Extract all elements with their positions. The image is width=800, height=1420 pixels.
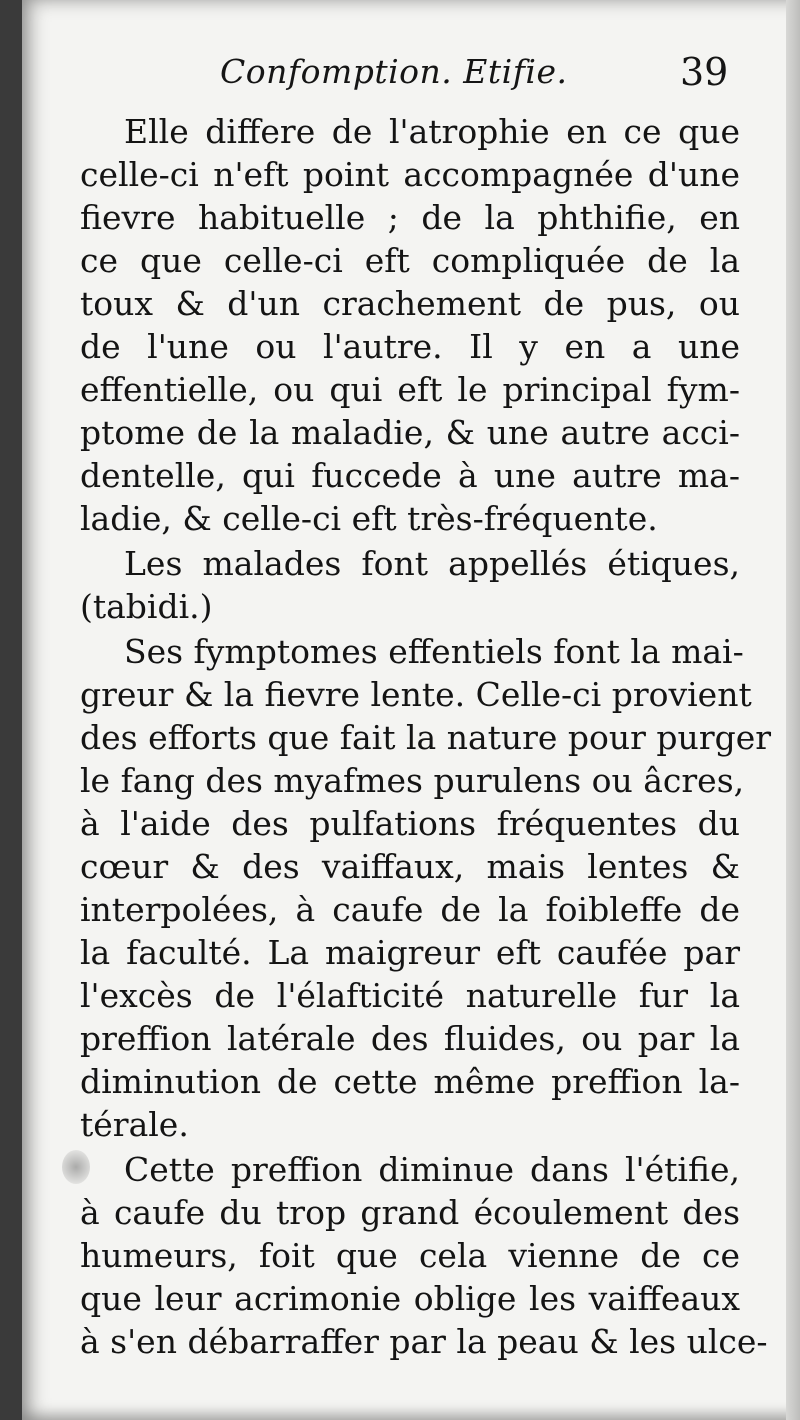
text-line: à s'en débarraffer par la peau & les ulce- — [80, 1322, 768, 1361]
text-line: diminution de cette même preffion la- — [80, 1062, 740, 1101]
text-line: Elle differe de l'atrophie en ce que — [124, 112, 740, 151]
text-line: fievre habituelle ; de la phthifie, en — [80, 198, 740, 237]
text-line: Ses fymptomes effentiels font la mai- — [124, 632, 744, 671]
text-line: greur & la fievre lente. Celle-ci provient — [80, 675, 752, 714]
book-page — [22, 0, 800, 1420]
text-line: interpolées, à caufe de la foibleffe de — [80, 890, 740, 929]
text-line: cœur & des vaiffaux, mais lentes & — [80, 847, 740, 886]
text-line: la faculté. La maigreur eft caufée par — [80, 933, 740, 972]
page-number: 39 — [680, 50, 729, 94]
body-text — [80, 110, 772, 1363]
text-line: ladie, & celle-ci eft très-fréquente. — [80, 499, 658, 538]
text-line: (tabidi.) — [80, 587, 213, 626]
text-line: Cette preffion diminue dans l'étifie, — [124, 1150, 740, 1189]
text-line: effentielle, ou qui eft le principal fym- — [80, 370, 740, 409]
text-line: toux & d'un crachement de pus, ou — [80, 284, 740, 323]
text-line: que leur acrimonie oblige les vaiffeaux — [80, 1279, 740, 1318]
text-line: Les malades font appellés étiques, — [124, 544, 740, 583]
text-line: ptome de la maladie, & une autre acci- — [80, 413, 740, 452]
text-line: de l'une ou l'autre. Il y en a une — [80, 327, 740, 366]
page-header — [22, 52, 800, 102]
page-edge — [786, 0, 800, 1420]
text-line: dentelle, qui fuccede à une autre ma- — [80, 456, 740, 495]
text-line: ce que celle-ci eft compliquée de la — [80, 241, 740, 280]
text-line: humeurs, foit que cela vienne de ce — [80, 1236, 740, 1275]
text-line: preffion latérale des fluides, ou par la — [80, 1019, 740, 1058]
text-line: le fang des myafmes purulens ou âcres, — [80, 761, 745, 800]
text-line: des efforts que fait la nature pour purger — [80, 718, 772, 757]
text-line: térale. — [80, 1105, 189, 1144]
running-title: Confomption. Etifie. — [220, 52, 568, 91]
text-line: à l'aide des pulfations fréquentes du — [80, 804, 740, 843]
text-line: l'excès de l'élafticité naturelle fur la — [80, 976, 740, 1015]
text-line: à caufe du trop grand écoulement des — [80, 1193, 740, 1232]
text-line: celle-ci n'eft point accompagnée d'une — [80, 155, 740, 194]
